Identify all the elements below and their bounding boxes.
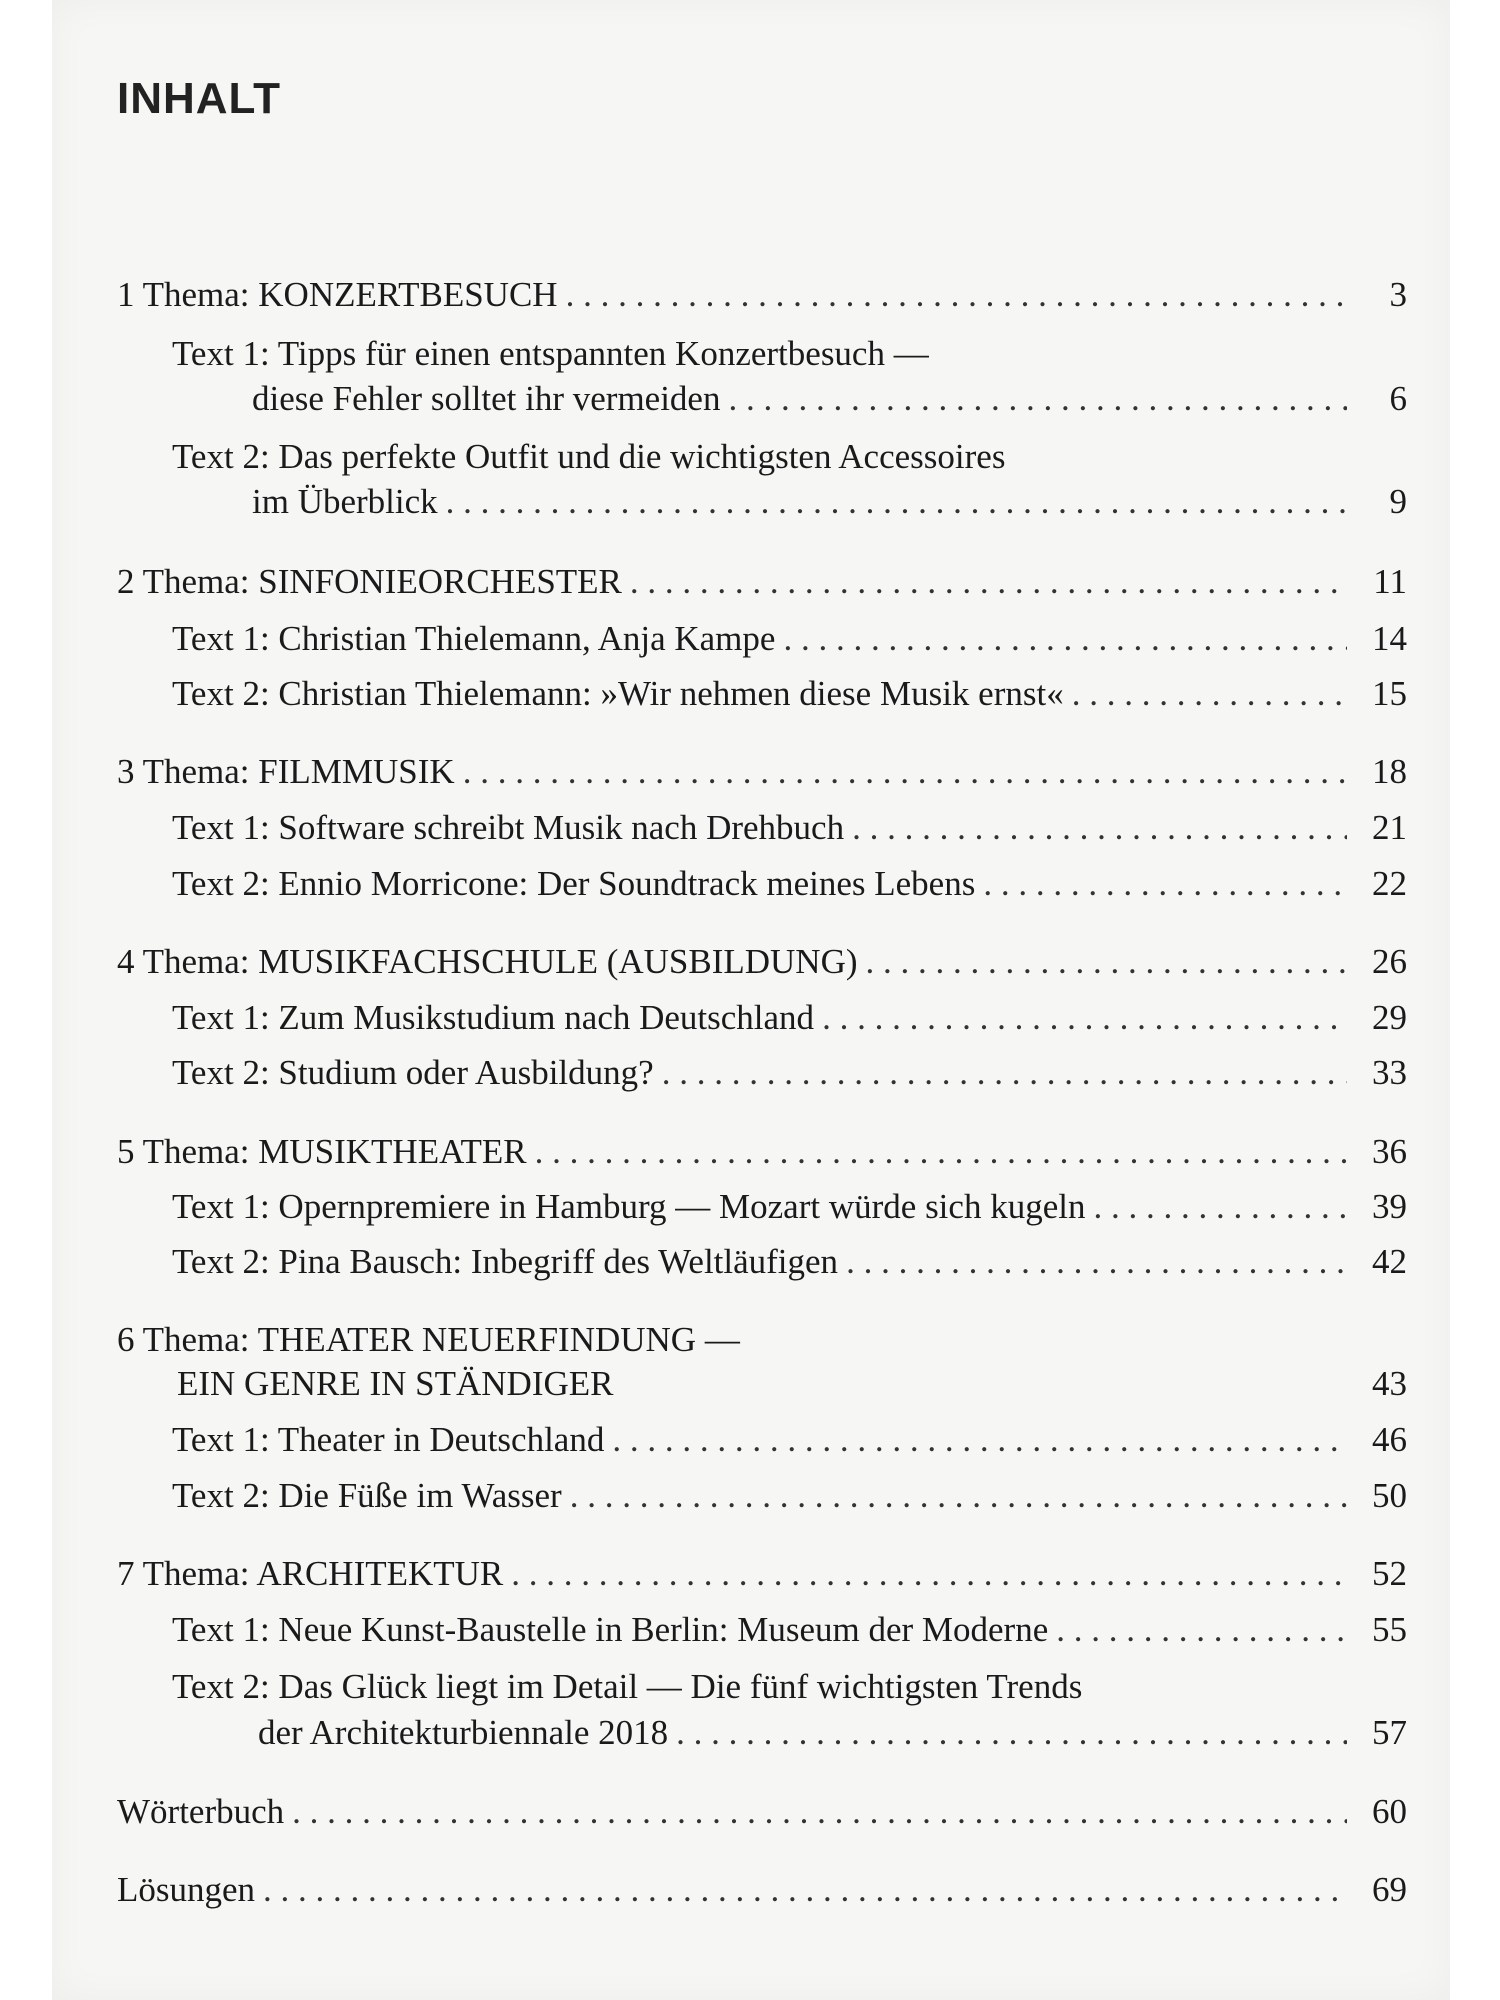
toc-entry-title: Text 1: Software schreibt Musik nach Drehbuch [172,808,845,847]
dot-leader [676,1711,1347,1755]
dot-leader [866,940,1347,984]
toc-entry-title: 2 Thema: SINFONIEORCHESTER [117,562,622,601]
toc-entry[interactable] [117,940,1407,984]
toc-entry-title[interactable]: Text 2: Das perfekte Outfit und die wichtigsten Accessoires [172,437,1006,476]
toc-entry-page: 3 [1389,275,1407,314]
toc-entry[interactable] [172,672,1407,716]
dot-leader [662,1051,1347,1095]
toc-entry-page: 43 [1372,1364,1407,1403]
dot-leader [783,617,1347,661]
toc-entry-page: 6 [1389,379,1407,418]
toc-entry-page: 57 [1372,1713,1407,1752]
toc-entry[interactable] [172,1474,1407,1518]
toc-entry-page: 26 [1372,942,1407,981]
page-heading: INHALT [117,74,282,123]
dot-leader [612,1418,1347,1462]
toc-entry-title: Text 2: Pina Bausch: Inbegriff des Weltläufigen [172,1242,839,1281]
toc-entry-page: 52 [1372,1554,1407,1593]
dot-leader [983,862,1347,906]
toc-entry[interactable] [172,996,1407,1040]
dot-leader [1093,1185,1347,1229]
toc-entry-page: 14 [1372,619,1407,658]
toc-entry-title: 1 Thema: KONZERTBESUCH [117,275,558,314]
toc-entry-title[interactable]: Text 2: Das Glück liegt im Detail — Die fünf wichtigsten Trends [172,1667,1083,1706]
dot-leader [446,480,1347,524]
dot-leader [463,750,1347,794]
toc-entry[interactable] [117,560,1407,604]
toc-entry[interactable] [172,1240,1407,1284]
toc-entry-title: Text 1: Theater in Deutschland [172,1420,605,1459]
toc-entry-title: Text 2: Studium oder Ausbildung? [172,1053,654,1092]
toc-entry-page: 55 [1372,1610,1407,1649]
toc-entry-page: 21 [1372,808,1407,847]
dot-leader [535,1130,1347,1174]
dot-leader [1056,1608,1347,1652]
toc-entry-title: Text 2: Die Füße im Wasser [172,1476,562,1515]
toc-entry-title: im Überblick [252,482,438,521]
toc-entry[interactable] [172,617,1407,661]
toc-entry-title: Text 2: Christian Thielemann: »Wir nehmen diese Musik ernst« [172,674,1064,713]
toc-entry[interactable] [252,480,1407,524]
dot-leader [846,1240,1347,1284]
toc-entry[interactable] [172,1418,1407,1462]
toc-entry-page: 69 [1372,1870,1407,1909]
toc-entry-title: 3 Thema: FILMMUSIK [117,752,455,791]
toc-entry[interactable] [117,1868,1407,1912]
dot-leader [1072,672,1347,716]
toc-entry-title: 4 Thema: MUSIKFACHSCHULE (AUSBILDUNG) [117,942,858,981]
toc-entry-title: Text 2: Ennio Morricone: Der Soundtrack meines Lebens [172,864,976,903]
toc-entry[interactable] [172,1051,1407,1095]
toc-entry[interactable] [117,1790,1407,1834]
toc-entry-title: diese Fehler solltet ihr vermeiden [252,379,721,418]
toc-entry-page: 18 [1372,752,1407,791]
dot-leader [852,806,1347,850]
toc-entry-page: 50 [1372,1476,1407,1515]
toc-entry-page: 36 [1372,1132,1407,1171]
dot-leader [511,1552,1347,1596]
toc-entry[interactable] [252,377,1407,421]
toc-entry-page: 46 [1372,1420,1407,1459]
toc-entry-title: Text 1: Christian Thielemann, Anja Kampe [172,619,776,658]
toc-entry[interactable] [172,1185,1407,1229]
dot-leader [822,996,1347,1040]
toc-entry-title: EIN GENRE IN STÄNDIGER [177,1364,614,1403]
toc-entry[interactable] [172,862,1407,906]
toc-entry-title: 7 Thema: ARCHITEKTUR [117,1554,504,1593]
toc-entry-title: der Architekturbiennale 2018 [258,1713,669,1752]
toc-entry-title: Text 1: Opernpremiere in Hamburg — Mozart würde sich kugeln [172,1187,1086,1226]
toc-entry[interactable] [177,1362,1407,1406]
dot-leader [292,1790,1347,1834]
toc-entry-title: Text 1: Neue Kunst-Baustelle in Berlin: Museum der Moderne [172,1610,1049,1649]
toc-entry[interactable] [258,1711,1407,1755]
dot-leader [570,1474,1347,1518]
dot-leader [728,377,1347,421]
dot-leader [263,1868,1347,1912]
toc-entry-title: Text 1: Zum Musikstudium nach Deutschland [172,998,815,1037]
toc-entry-page: 11 [1373,562,1407,601]
toc-entry-title: 5 Thema: MUSIKTHEATER [117,1132,527,1171]
toc-entry-page: 39 [1372,1187,1407,1226]
toc-entry[interactable] [172,806,1407,850]
toc-entry-page: 42 [1372,1242,1407,1281]
toc-entry-title: Lösungen [117,1870,256,1909]
toc-entry-page: 29 [1372,998,1407,1037]
toc-entry-page: 60 [1372,1792,1407,1831]
toc-entry-page: 9 [1389,482,1407,521]
toc-entry-title: Wörterbuch [117,1792,285,1831]
toc-entry[interactable] [117,1552,1407,1596]
toc-entry[interactable] [117,273,1407,317]
toc-entry-title[interactable]: 6 Thema: THEATER NEUERFINDUNG — [117,1320,740,1359]
dot-leader [566,273,1347,317]
toc-entry-page: 15 [1372,674,1407,713]
toc-entry-page: 33 [1372,1053,1407,1092]
toc-entry[interactable] [117,1130,1407,1174]
toc-entry[interactable] [117,750,1407,794]
toc-entry-title[interactable]: Text 1: Tipps für einen entspannten Konzertbesuch — [172,334,929,373]
dot-leader [630,560,1347,604]
toc-entry[interactable] [172,1608,1407,1652]
toc-entry-page: 22 [1372,864,1407,903]
